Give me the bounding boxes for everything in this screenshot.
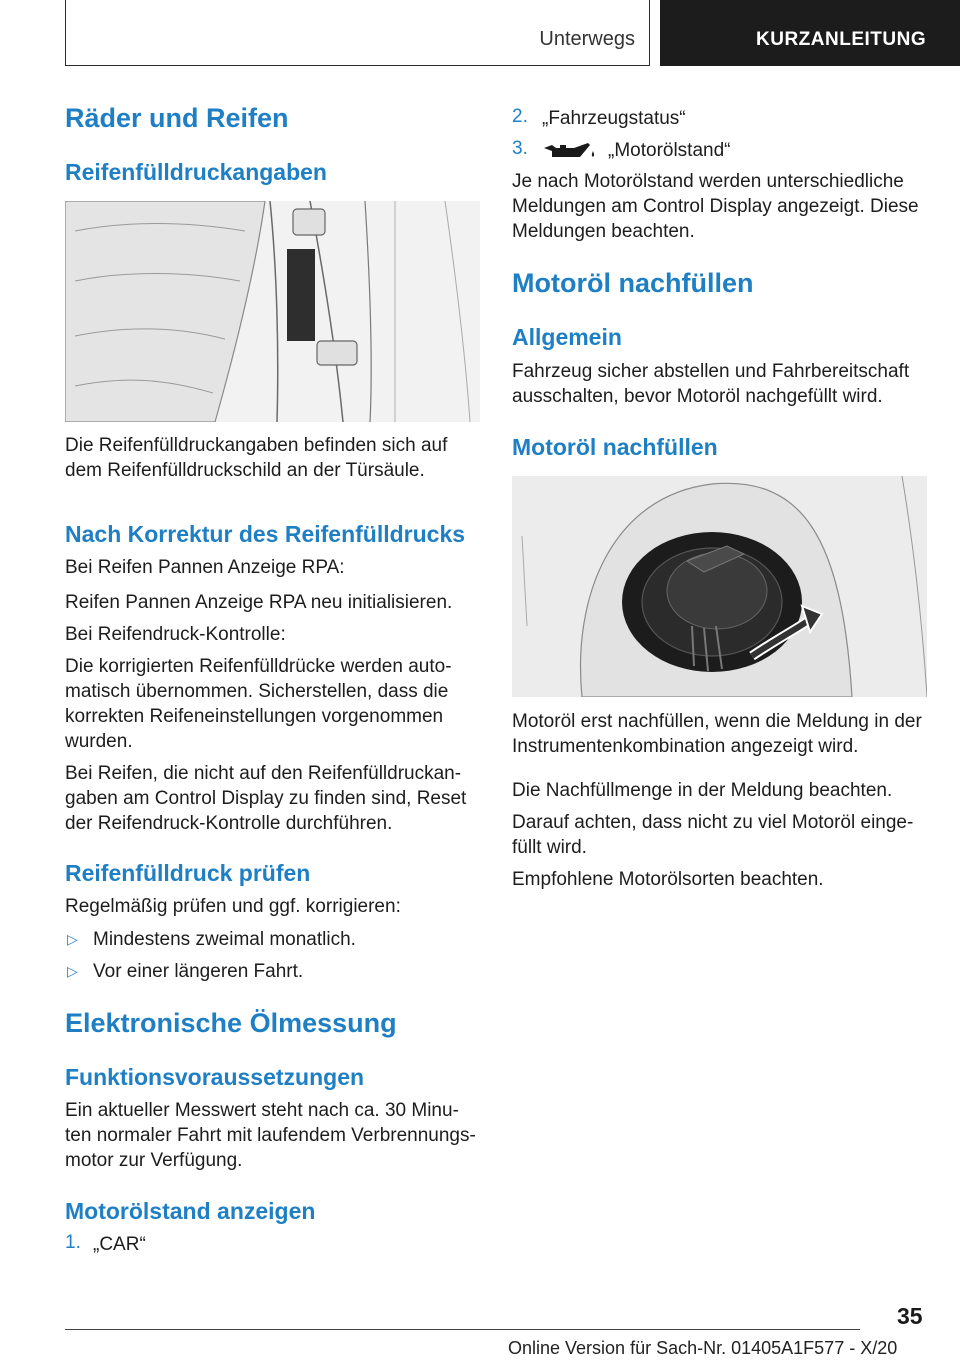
- text-nachfuellen-line2: Instrumentenkombination angezeigt wird.: [512, 736, 859, 757]
- heading-reifenfuelldruck-pruefen: Reifenfülldruck prüfen: [65, 860, 311, 886]
- text-rpa-label: Bei Reifen Pannen Anzeige RPA:: [65, 557, 345, 578]
- text-rdc-line3: korrekten Reifeneinstellungen vorgenommen: [65, 706, 444, 727]
- text-rdc-line4: wurden.: [65, 731, 133, 752]
- heading-elektronische-oelmessung: Elektronische Ölmessung: [65, 1008, 397, 1038]
- bullet-text-2: Vor einer längeren Fahrt.: [93, 961, 304, 982]
- heading-reifenfuelldruckangaben: Reifenfülldruckangaben: [65, 159, 327, 185]
- text-reset-line3: der Reifendruck-Kontrolle durchführen.: [65, 813, 393, 834]
- text-funktion-line1: Ein aktueller Messwert steht nach ca. 30 Minu-: [65, 1100, 459, 1121]
- text-meldungen-line3: Meldungen beachten.: [512, 221, 695, 242]
- text-meldungen-line1: Je nach Motorölstand werden unterschiedliche: [512, 171, 904, 192]
- bullet-marker-2: ▷: [67, 963, 78, 979]
- text-pruefen-intro: Regelmäßig prüfen und ggf. korrigieren:: [65, 896, 401, 917]
- step-1-number: 1.: [65, 1232, 81, 1253]
- oil-filler-cap-illustration: [512, 476, 927, 697]
- text-funktion-line2: ten normaler Fahrt mit laufendem Verbrennungs-: [65, 1125, 476, 1146]
- step-2-number: 2.: [512, 106, 528, 127]
- heading-allgemein: Allgemein: [512, 324, 622, 350]
- text-angaben-line1: Die Reifenfülldruckangaben befinden sich auf: [65, 435, 448, 456]
- figure-door-pillar-tire-label: [65, 201, 480, 422]
- figure-oil-filler-cap: [512, 476, 927, 697]
- text-nachfuellen-line1: Motoröl erst nachfüllen, wenn die Meldung in der: [512, 711, 922, 732]
- text-funktion-line3: motor zur Verfügung.: [65, 1150, 243, 1171]
- header-chapter-label: KURZANLEITUNG: [756, 29, 927, 50]
- text-meldungen-line2: Meldungen am Control Display angezeigt. Diese: [512, 196, 919, 217]
- text-rdc-line1: Die korrigierten Reifenfülldrücke werden auto-: [65, 656, 452, 677]
- heading-nach-korrektur: Nach Korrektur des Reifenfülldrucks: [65, 521, 466, 547]
- bullet-text-1: Mindestens zweimal monatlich.: [93, 929, 356, 950]
- heading-raeder-und-reifen: Räder und Reifen: [65, 103, 289, 133]
- page-number: 35: [897, 1303, 923, 1329]
- footer-divider: [65, 1329, 860, 1330]
- step-3-number: 3.: [512, 138, 528, 159]
- text-nachfuellmenge: Die Nachfüllmenge in der Meldung beachten.: [512, 780, 893, 801]
- text-oelsorten: Empfohlene Motorölsorten beachten.: [512, 869, 824, 890]
- text-rpa-instruction: Reifen Pannen Anzeige RPA neu initialisieren.: [65, 592, 453, 613]
- heading-motoroelstand-anzeigen: Motorölstand anzeigen: [65, 1198, 316, 1224]
- step-2-text: „Fahrzeugstatus“: [542, 108, 686, 129]
- text-rdc-label: Bei Reifendruck-Kontrolle:: [65, 624, 286, 645]
- oil-can-icon: [542, 139, 598, 161]
- step-1-text: „CAR“: [93, 1234, 146, 1255]
- heading-motoroel-nachfuellen: Motoröl nachfüllen: [512, 268, 754, 298]
- header-section-title: Unterwegs: [539, 28, 635, 50]
- header-frame: [65, 0, 650, 66]
- bullet-marker-1: ▷: [67, 931, 78, 947]
- door-pillar-illustration: [65, 201, 480, 422]
- text-nicht-zu-viel-line2: füllt wird.: [512, 837, 587, 858]
- text-rdc-line2: matisch übernommen. Sicherstellen, dass die: [65, 681, 449, 702]
- text-reset-line2: gaben am Control Display zu finden sind, Reset: [65, 788, 467, 809]
- header-chapter-tab: [660, 0, 960, 66]
- text-allgemein-line2: ausschalten, bevor Motoröl nachgefüllt wird.: [512, 386, 883, 407]
- text-angaben-line2: dem Reifenfülldruckschild an der Türsäule.: [65, 460, 425, 481]
- heading-motoroel-nachfuellen-sub: Motoröl nachfüllen: [512, 434, 718, 460]
- step-3-text: „Motorölstand“: [608, 140, 731, 161]
- text-reset-line1: Bei Reifen, die nicht auf den Reifenfülldruckan-: [65, 763, 462, 784]
- heading-funktionsvoraussetzungen: Funktionsvoraussetzungen: [65, 1064, 365, 1090]
- text-allgemein-line1: Fahrzeug sicher abstellen und Fahrbereitschaft: [512, 361, 910, 382]
- text-nicht-zu-viel-line1: Darauf achten, dass nicht zu viel Motoröl einge-: [512, 812, 914, 833]
- footer-online-version: Online Version für Sach-Nr. 01405A1F577 - X/20: [508, 1338, 898, 1358]
